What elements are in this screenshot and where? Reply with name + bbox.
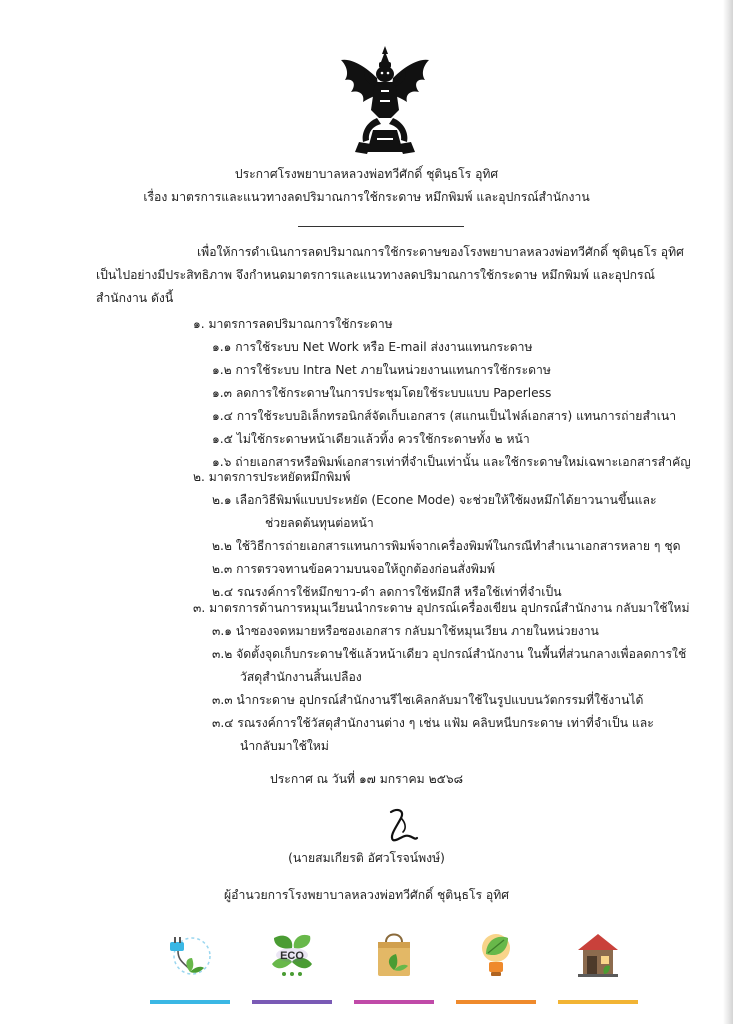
footer-icon-1 xyxy=(150,924,230,1008)
intro-line: สำนักงาน ดังนี้ xyxy=(96,291,174,305)
icon-accent-bar xyxy=(456,1000,536,1004)
footer-icon-4 xyxy=(456,924,536,1008)
list-item: ๓.๑ นำซองจดหมายหรือซองเอกสาร กลับมาใช้หมุนเวียน ภายในหน่วยงาน xyxy=(212,624,599,638)
intro-line: เป็นไปอย่างมีประสิทธิภาพ จึงกำหนดมาตรการและแนวทางลดปริมาณการใช้กระดาษ หมึกพิมพ์ และอุปกรณ์ xyxy=(96,268,655,282)
garuda-emblem-icon xyxy=(337,44,433,156)
icon-accent-bar xyxy=(150,1000,230,1004)
footer-icon-strip xyxy=(150,924,640,1008)
announcement-date: ประกาศ ณ วันที่ ๑๗ มกราคม ๒๕๖๘ xyxy=(270,772,463,786)
list-item: ๒.๓ การตรวจทานข้อความบนจอให้ถูกต้องก่อนสั่งพิมพ์ xyxy=(212,562,496,576)
list-item: ๒.๒ ใช้วิธีการถ่ายเอกสารแทนการพิมพ์จากเครื่องพิมพ์ในกรณีทำสำเนาเอกสารหลาย ๆ ชุด xyxy=(212,539,681,553)
signer-name: (นายสมเกียรติ อัศวโรจน์พงษ์) xyxy=(288,851,445,865)
recycle-bag-icon xyxy=(370,928,418,984)
eco-label: ECO xyxy=(280,950,304,962)
intro-line: เพื่อให้การดำเนินการลดปริมาณการใช้กระดาษของโรงพยาบาลหลวงพ่อทวีศักดิ์ ชุตินฺธโร อุทิศ xyxy=(197,245,684,259)
footer-icon-5 xyxy=(558,924,638,1008)
list-item: ๑.๕ ไม่ใช้กระดาษหน้าเดียวแล้วทิ้ง ควรใช้กระดาษทั้ง ๒ หน้า xyxy=(212,432,530,446)
section-heading: ๓. มาตรการด้านการหมุนเวียนนำกระดาษ อุปกรณ์เครื่องเขียน อุปกรณ์สำนักงาน กลับมาใช้ใหม่ xyxy=(193,601,690,615)
page-edge-shadow xyxy=(723,0,733,1024)
list-item: ๒.๑ เลือกวิธีพิมพ์แบบประหยัด (Econe Mode) จะช่วยให้ใช้ผงหมึกได้ยาวนานขึ้นและ xyxy=(212,493,657,507)
list-item: ๓.๔ รณรงค์การใช้วัสดุสำนักงานต่าง ๆ เช่น แฟ้ม คลิบหนีบกระดาษ เท่าที่จำเป็น และ xyxy=(212,716,654,730)
footer-icon-3 xyxy=(354,924,434,1008)
footer-icon-2 xyxy=(252,924,332,1008)
signature-image xyxy=(383,806,419,844)
icon-accent-bar xyxy=(252,1000,332,1004)
signer-position: ผู้อำนวยการโรงพยาบาลหลวงพ่อทวีศักดิ์ ชุตินฺธโร อุทิศ xyxy=(224,888,509,902)
list-item: ๒.๔ รณรงค์การใช้หมึกขาว-ดำ ลดการใช้หมึกสี หรือใช้เท่าที่จำเป็น xyxy=(212,585,562,599)
leaf-bulb-icon xyxy=(472,928,520,984)
list-item: ๑.๒ การใช้ระบบ Intra Net ภายในหน่วยงานแทนการใช้กระดาษ xyxy=(212,363,551,377)
list-item: ๑.๖ ถ่ายเอกสารหรือพิมพ์เอกสารเท่าที่จำเป็นเท่านั้น และใช้กระดาษใหม่เฉพาะเอกสารสำคัญ xyxy=(212,455,691,469)
icon-accent-bar xyxy=(354,1000,434,1004)
eco-plug-icon xyxy=(166,928,214,984)
list-item: ๑.๑ การใช้ระบบ Net Work หรือ E-mail ส่งงานแทนกระดาษ xyxy=(212,340,533,354)
icon-accent-bar xyxy=(558,1000,638,1004)
header-divider xyxy=(298,226,464,227)
announcement-title: ประกาศโรงพยาบาลหลวงพ่อทวีศักดิ์ ชุตินฺธโร อุทิศ xyxy=(234,167,499,181)
list-item-continuation: นำกลับมาใช้ใหม่ xyxy=(240,739,329,753)
list-item: ๑.๔ การใช้ระบบอิเล็กทรอนิกส์จัดเก็บเอกสาร (สแกนเป็นไฟล์เอกสาร) แทนการถ่ายสำเนา xyxy=(212,409,677,423)
list-item-continuation: วัสดุสำนักงานสิ้นเปลือง xyxy=(240,670,362,684)
list-item-continuation: ช่วยลดต้นทุนต่อหน้า xyxy=(265,516,374,530)
list-item: ๑.๓ ลดการใช้กระดาษในการประชุมโดยใช้ระบบแบบ Paperless xyxy=(212,386,552,400)
list-item: ๓.๒ จัดตั้งจุดเก็บกระดาษใช้แล้วหน้าเดียว อุปกรณ์สำนักงาน ในพื้นที่ส่วนกลางเพื่อลดการใช้ xyxy=(212,647,687,661)
announcement-subject: เรื่อง มาตรการและแนวทางลดปริมาณการใช้กระดาษ หมึกพิมพ์ และอุปกรณ์สำนักงาน xyxy=(143,190,590,204)
list-item: ๓.๓ นำกระดาษ อุปกรณ์สำนักงานรีไซเคิลกลับมาใช้ในรูปแบบนวัตกรรมที่ใช้งานได้ xyxy=(212,693,644,707)
section-heading: ๑. มาตรการลดปริมาณการใช้กระดาษ xyxy=(193,317,393,331)
eco-house-icon xyxy=(574,928,622,984)
section-heading: ๒. มาตรการประหยัดหมึกพิมพ์ xyxy=(193,470,351,484)
eco-leaves-icon xyxy=(268,928,316,984)
